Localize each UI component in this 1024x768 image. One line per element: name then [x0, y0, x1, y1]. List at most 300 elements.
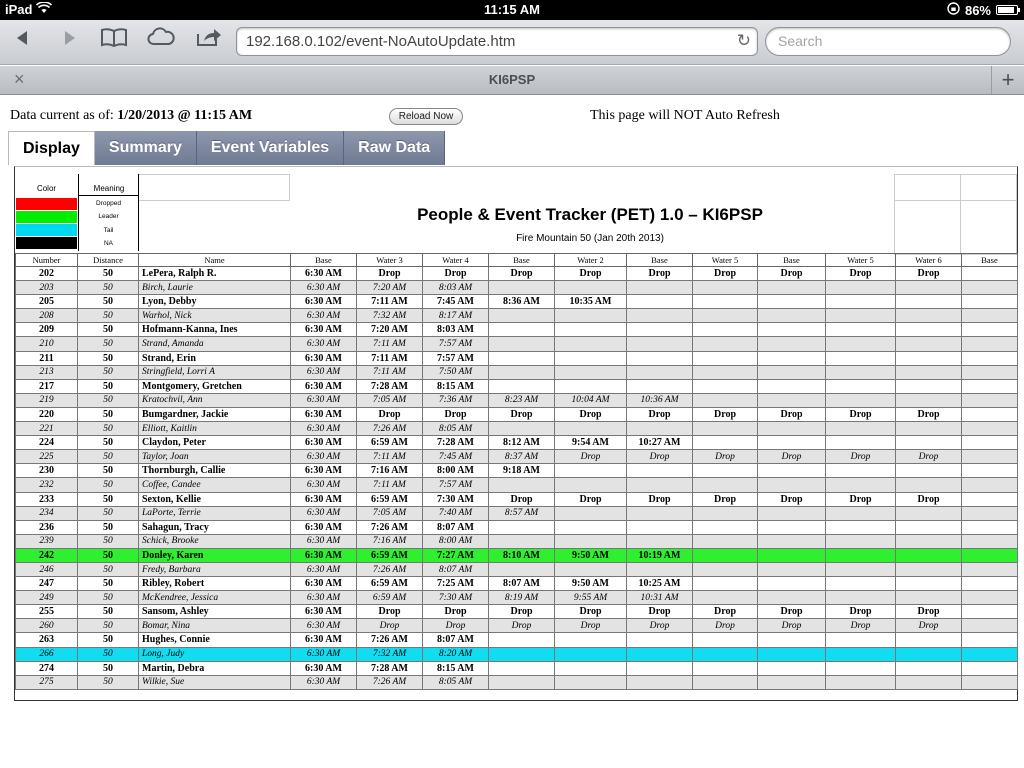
table-cell: [627, 562, 693, 576]
table-cell: [693, 393, 758, 407]
color-legend: [15, 174, 139, 251]
table-cell: [627, 281, 693, 295]
auto-refresh-note: This page will NOT Auto Refresh: [590, 108, 780, 123]
table-cell: 232: [16, 478, 78, 492]
tab-display[interactable]: Display: [8, 131, 95, 165]
table-cell: [693, 562, 758, 576]
table-cell: 9:55 AM: [555, 591, 627, 605]
table-cell: [826, 309, 896, 323]
table-cell: [489, 675, 555, 689]
table-cell: [896, 351, 962, 365]
tab-event-variables[interactable]: Event Variables: [197, 131, 344, 165]
column-header: Water 6: [896, 254, 962, 267]
table-cell: [489, 365, 555, 379]
table-cell: [758, 436, 826, 450]
runner-table: [15, 253, 1018, 690]
table-cell: [693, 591, 758, 605]
table-cell: 7:50 AM: [423, 365, 489, 379]
table-cell: 8:00 AM: [423, 534, 489, 548]
table-cell: [489, 337, 555, 351]
table-cell: Drop: [758, 407, 826, 421]
table-cell: [489, 520, 555, 534]
table-row: [16, 605, 1018, 619]
table-cell: [555, 633, 627, 647]
table-cell: [962, 675, 1018, 689]
table-cell: 6:30 AM: [291, 436, 357, 450]
table-cell: Drop: [693, 605, 758, 619]
table-cell: [758, 577, 826, 591]
table-cell: [758, 365, 826, 379]
table-cell: [758, 661, 826, 675]
data-current-line: [10, 108, 252, 124]
table-cell: [693, 309, 758, 323]
table-cell: 236: [16, 520, 78, 534]
table-cell: Drop: [826, 407, 896, 421]
table-cell: 202: [16, 267, 78, 281]
close-tab-icon[interactable]: ×: [14, 69, 25, 89]
table-cell: [962, 379, 1018, 393]
table-cell: Drop: [489, 605, 555, 619]
data-current-label: Data current as of:: [10, 108, 114, 123]
table-cell: 7:20 AM: [357, 281, 423, 295]
table-cell: 50: [78, 548, 139, 562]
table-cell: 242: [16, 548, 78, 562]
table-cell: [896, 309, 962, 323]
table-cell: [627, 661, 693, 675]
table-cell: Drop: [758, 619, 826, 633]
table-cell: Drop: [896, 450, 962, 464]
table-cell: 7:28 AM: [357, 661, 423, 675]
table-cell: [826, 436, 896, 450]
table-cell: [693, 548, 758, 562]
table-cell: Drop: [555, 407, 627, 421]
table-cell: 203: [16, 281, 78, 295]
table-cell: [555, 520, 627, 534]
table-cell: [962, 365, 1018, 379]
table-cell: Drop: [826, 450, 896, 464]
table-cell: [627, 365, 693, 379]
tab-title[interactable]: KI6PSP: [488, 72, 536, 87]
table-cell: Drop: [423, 267, 489, 281]
table-cell: [627, 337, 693, 351]
table-cell: 7:26 AM: [357, 422, 423, 436]
forward-arrow-icon: [59, 28, 79, 48]
legend-swatch-dropped: [16, 198, 77, 210]
table-cell: 7:11 AM: [357, 478, 423, 492]
runner-name-cell: Sansom, Ashley: [139, 605, 291, 619]
table-cell: 10:35 AM: [555, 295, 627, 309]
table-cell: 6:30 AM: [291, 422, 357, 436]
table-cell: Drop: [555, 450, 627, 464]
legend-swatch-leader: [16, 211, 77, 223]
table-cell: 8:05 AM: [423, 675, 489, 689]
table-cell: Drop: [896, 407, 962, 421]
runner-name-cell: Schick, Brooke: [139, 534, 291, 548]
table-cell: 7:57 AM: [423, 478, 489, 492]
table-cell: 247: [16, 577, 78, 591]
table-cell: 275: [16, 675, 78, 689]
table-cell: Drop: [826, 605, 896, 619]
runner-name-cell: Bomar, Nina: [139, 619, 291, 633]
tab-summary[interactable]: Summary: [95, 131, 197, 165]
table-cell: [962, 295, 1018, 309]
header-cell: [138, 174, 290, 201]
table-cell: [962, 337, 1018, 351]
runner-name-cell: Hofmann-Kanna, Ines: [139, 323, 291, 337]
cloud-icon: [146, 26, 176, 48]
table-cell: 233: [16, 492, 78, 506]
table-cell: 8:12 AM: [489, 436, 555, 450]
table-cell: 6:30 AM: [291, 520, 357, 534]
table-cell: 50: [78, 520, 139, 534]
table-cell: [627, 422, 693, 436]
table-cell: [962, 661, 1018, 675]
table-row: [16, 534, 1018, 548]
table-cell: [962, 351, 1018, 365]
table-cell: [555, 534, 627, 548]
table-cell: Drop: [758, 267, 826, 281]
table-cell: [627, 323, 693, 337]
table-cell: 7:16 AM: [357, 534, 423, 548]
table-cell: 50: [78, 436, 139, 450]
table-cell: 6:59 AM: [357, 591, 423, 605]
runner-name-cell: Claydon, Peter: [139, 436, 291, 450]
runner-name-cell: Wilkie, Sue: [139, 675, 291, 689]
table-cell: [962, 393, 1018, 407]
table-row: [16, 506, 1018, 520]
table-cell: [962, 436, 1018, 450]
runner-name-cell: Strand, Erin: [139, 351, 291, 365]
table-cell: [758, 548, 826, 562]
table-row: [16, 520, 1018, 534]
table-cell: [962, 562, 1018, 576]
table-cell: 10:04 AM: [555, 393, 627, 407]
table-cell: Drop: [357, 407, 423, 421]
table-cell: [758, 506, 826, 520]
table-cell: 7:28 AM: [423, 436, 489, 450]
column-header: Base: [758, 254, 826, 267]
table-cell: [896, 436, 962, 450]
table-cell: [826, 591, 896, 605]
table-cell: [896, 295, 962, 309]
runner-name-cell: Kratochvil, Ann: [139, 393, 291, 407]
column-header: Base: [489, 254, 555, 267]
table-cell: Drop: [758, 492, 826, 506]
runner-name-cell: LaPorte, Terrie: [139, 506, 291, 520]
table-cell: 7:32 AM: [357, 309, 423, 323]
table-cell: 50: [78, 267, 139, 281]
table-cell: Drop: [423, 605, 489, 619]
table-cell: [896, 478, 962, 492]
table-cell: Drop: [555, 492, 627, 506]
table-cell: [758, 379, 826, 393]
table-cell: [555, 323, 627, 337]
table-row: [16, 365, 1018, 379]
legend-color-header: Color: [36, 184, 57, 193]
table-cell: [826, 478, 896, 492]
table-cell: 266: [16, 647, 78, 661]
table-cell: 7:16 AM: [357, 464, 423, 478]
table-cell: Drop: [489, 267, 555, 281]
table-cell: [826, 647, 896, 661]
back-button[interactable]: [8, 26, 38, 56]
table-cell: [555, 337, 627, 351]
bookmarks-button[interactable]: [99, 26, 129, 56]
table-cell: [896, 647, 962, 661]
table-cell: [555, 464, 627, 478]
table-cell: [555, 379, 627, 393]
table-cell: [826, 295, 896, 309]
table-cell: 7:05 AM: [357, 393, 423, 407]
table-cell: Drop: [627, 619, 693, 633]
table-cell: [693, 675, 758, 689]
table-cell: 6:59 AM: [357, 492, 423, 506]
runner-name-cell: Sexton, Kellie: [139, 492, 291, 506]
table-cell: [555, 351, 627, 365]
table-cell: [627, 506, 693, 520]
table-cell: [826, 548, 896, 562]
table-cell: [962, 281, 1018, 295]
table-cell: 6:30 AM: [291, 591, 357, 605]
table-cell: 50: [78, 281, 139, 295]
table-cell: [693, 647, 758, 661]
table-cell: Drop: [693, 492, 758, 506]
table-cell: [693, 422, 758, 436]
table-cell: 50: [78, 534, 139, 548]
table-cell: 9:50 AM: [555, 548, 627, 562]
table-cell: Drop: [896, 605, 962, 619]
table-cell: 8:36 AM: [489, 295, 555, 309]
table-row: [16, 337, 1018, 351]
table-cell: [896, 506, 962, 520]
table-cell: [489, 534, 555, 548]
browser-toolbar: [0, 20, 1024, 65]
table-cell: [758, 675, 826, 689]
table-cell: 10:25 AM: [627, 577, 693, 591]
table-cell: [758, 351, 826, 365]
table-cell: [826, 506, 896, 520]
table-cell: 6:30 AM: [291, 393, 357, 407]
table-cell: [758, 422, 826, 436]
table-cell: [627, 379, 693, 393]
legend-swatch-tail: [16, 224, 77, 236]
table-cell: 220: [16, 407, 78, 421]
tab-raw-data[interactable]: Raw Data: [344, 131, 445, 165]
table-cell: [896, 393, 962, 407]
table-row: [16, 295, 1018, 309]
data-current-value: 1/20/2013 @ 11:15 AM: [117, 108, 253, 123]
table-cell: 50: [78, 464, 139, 478]
table-cell: 10:36 AM: [627, 393, 693, 407]
browser-tab-bar: [0, 66, 1024, 95]
table-cell: Drop: [423, 619, 489, 633]
table-cell: Drop: [896, 492, 962, 506]
legend-label-tail: Tail: [103, 227, 114, 234]
table-cell: [693, 506, 758, 520]
table-cell: Drop: [826, 492, 896, 506]
runner-name-cell: Lyon, Debby: [139, 295, 291, 309]
back-arrow-icon: [13, 28, 33, 48]
table-cell: 7:11 AM: [357, 351, 423, 365]
table-cell: [489, 647, 555, 661]
table-header-row: [16, 254, 1018, 267]
table-cell: [555, 478, 627, 492]
table-cell: 7:11 AM: [357, 295, 423, 309]
table-cell: [489, 562, 555, 576]
table-cell: [693, 534, 758, 548]
table-cell: [962, 605, 1018, 619]
header-cell: [894, 200, 961, 255]
table-cell: [758, 478, 826, 492]
table-cell: Drop: [627, 450, 693, 464]
table-cell: [826, 422, 896, 436]
table-cell: 7:45 AM: [423, 450, 489, 464]
table-cell: 209: [16, 323, 78, 337]
table-row: [16, 647, 1018, 661]
runner-name-cell: McKendree, Jessica: [139, 591, 291, 605]
table-cell: 8:37 AM: [489, 450, 555, 464]
table-cell: [826, 661, 896, 675]
column-header: Water 5: [693, 254, 758, 267]
column-header: Water 5: [826, 254, 896, 267]
table-cell: 50: [78, 379, 139, 393]
icloud-tabs-button[interactable]: [146, 26, 176, 56]
forward-button[interactable]: [54, 26, 84, 56]
table-cell: 6:30 AM: [291, 309, 357, 323]
table-cell: 274: [16, 661, 78, 675]
search-field[interactable]: [765, 27, 1011, 56]
table-cell: 6:30 AM: [291, 534, 357, 548]
runner-name-cell: LePera, Ralph R.: [139, 267, 291, 281]
table-cell: [826, 520, 896, 534]
table-row: [16, 309, 1018, 323]
table-cell: 210: [16, 337, 78, 351]
table-cell: [693, 351, 758, 365]
table-cell: 50: [78, 351, 139, 365]
reload-now-button[interactable]: Reload Now: [389, 108, 463, 125]
table-cell: [758, 464, 826, 478]
new-tab-button[interactable]: +: [991, 66, 1024, 94]
table-row: [16, 562, 1018, 576]
reload-icon[interactable]: ↻: [736, 31, 751, 50]
table-cell: 208: [16, 309, 78, 323]
table-cell: 6:30 AM: [291, 450, 357, 464]
table-cell: [896, 591, 962, 605]
table-cell: 263: [16, 633, 78, 647]
table-cell: [758, 323, 826, 337]
table-cell: [758, 281, 826, 295]
table-cell: 50: [78, 365, 139, 379]
table-cell: 6:30 AM: [291, 548, 357, 562]
table-cell: 6:30 AM: [291, 619, 357, 633]
table-cell: [758, 633, 826, 647]
table-cell: [627, 647, 693, 661]
table-cell: Drop: [489, 619, 555, 633]
table-cell: [826, 365, 896, 379]
table-cell: [693, 577, 758, 591]
table-cell: 7:57 AM: [423, 337, 489, 351]
table-cell: 7:30 AM: [423, 492, 489, 506]
table-cell: [555, 675, 627, 689]
table-cell: 50: [78, 591, 139, 605]
table-cell: 50: [78, 407, 139, 421]
table-cell: Drop: [758, 450, 826, 464]
table-cell: 7:32 AM: [357, 647, 423, 661]
table-cell: [627, 351, 693, 365]
table-cell: 8:07 AM: [423, 520, 489, 534]
table-cell: 6:30 AM: [291, 281, 357, 295]
runner-name-cell: Donley, Karen: [139, 548, 291, 562]
table-cell: [627, 309, 693, 323]
table-cell: Drop: [555, 619, 627, 633]
table-cell: Drop: [489, 492, 555, 506]
column-header: Water 2: [555, 254, 627, 267]
share-button[interactable]: [194, 26, 224, 56]
table-cell: 50: [78, 295, 139, 309]
address-bar[interactable]: [236, 27, 758, 56]
table-cell: [693, 633, 758, 647]
table-cell: [693, 337, 758, 351]
table-row: [16, 323, 1018, 337]
legend-meaning-header: Meaning: [93, 184, 125, 193]
table-cell: 7:05 AM: [357, 506, 423, 520]
column-header: Base: [291, 254, 357, 267]
table-cell: 8:57 AM: [489, 506, 555, 520]
table-cell: 6:59 AM: [357, 548, 423, 562]
table-cell: 224: [16, 436, 78, 450]
legend-label-leader: Leader: [98, 213, 119, 220]
table-cell: Drop: [489, 407, 555, 421]
table-cell: 255: [16, 605, 78, 619]
table-cell: 6:30 AM: [291, 464, 357, 478]
header-cell: [960, 174, 1017, 201]
table-cell: 7:25 AM: [423, 577, 489, 591]
table-cell: [896, 577, 962, 591]
table-cell: 8:07 AM: [423, 562, 489, 576]
table-cell: Drop: [758, 605, 826, 619]
table-cell: 7:11 AM: [357, 450, 423, 464]
table-cell: 6:30 AM: [291, 633, 357, 647]
table-cell: [826, 633, 896, 647]
table-cell: 6:30 AM: [291, 492, 357, 506]
table-cell: 7:11 AM: [357, 365, 423, 379]
table-row: [16, 548, 1018, 562]
table-row: [16, 478, 1018, 492]
table-cell: Drop: [555, 605, 627, 619]
table-cell: 6:30 AM: [291, 323, 357, 337]
table-cell: 6:30 AM: [291, 647, 357, 661]
table-cell: [896, 675, 962, 689]
share-arrow-icon: [195, 26, 223, 48]
column-header: Number: [16, 254, 78, 267]
table-cell: [962, 478, 1018, 492]
table-row: [16, 422, 1018, 436]
table-row: [16, 591, 1018, 605]
table-cell: [758, 591, 826, 605]
table-cell: 8:07 AM: [489, 577, 555, 591]
table-cell: 230: [16, 464, 78, 478]
url-text: 192.168.0.102/event-NoAutoUpdate.htm: [246, 33, 516, 50]
device-name: iPad: [5, 2, 33, 17]
table-cell: 50: [78, 393, 139, 407]
table-cell: [826, 393, 896, 407]
table-cell: 8:03 AM: [423, 281, 489, 295]
table-cell: Drop: [896, 619, 962, 633]
table-cell: [962, 422, 1018, 436]
table-cell: 7:30 AM: [423, 591, 489, 605]
table-cell: Drop: [423, 407, 489, 421]
table-cell: [896, 520, 962, 534]
